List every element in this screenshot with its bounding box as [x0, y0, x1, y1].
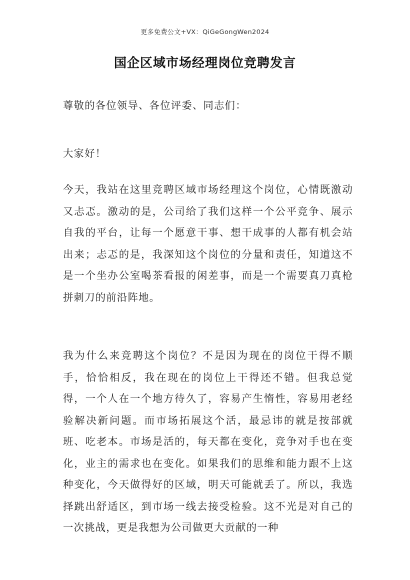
- greeting: 大家好！: [63, 149, 107, 160]
- header-note: 更多免费公文+VX：QiGeGongWen2024: [140, 28, 270, 36]
- paragraph-1: 今天，我站在这里竞聘区域市场经理这个岗位，心情既激动又忐忑。激动的是，公司给了我们这样一个公平竞争、展示自我的平台，让每一个愿意干事、想干成事的人都有机会站出来；忐忑的是，我深知这个岗位的分量和责任，知道这不是一个坐办公室喝茶看报的闲差事，而是一个需要真刀真枪拼刺刀的前沿阵地。: [63, 185, 353, 304]
- paragraph-2: 我为什么来竞聘这个岗位？不是因为现在的岗位干得不顺手，恰恰相反，我在现在的岗位上干得还不错。但我总觉得，一个人在一个地方待久了，容易产生惰性，容易用老经验解决新问题。而市场拓展这个活，最忌讳的就是按部就班、吃老本。市场是活的，每天都在变化，竞争对手也在变化，业主的需求也在变化。如果我们的思维和能力跟不上这种变化，今天做得好的区域，明天可能就丢了。所以，我选择跳出舒适区，到市场一线去接受检验。这不光是对自己的一次挑战，更是我想为公司做更大贡献的一种: [63, 351, 353, 534]
- salutation: 尊敬的各位领导、各位评委、同志们：: [63, 101, 247, 112]
- page-title: 国企区域市场经理岗位竞聘发言: [113, 55, 296, 70]
